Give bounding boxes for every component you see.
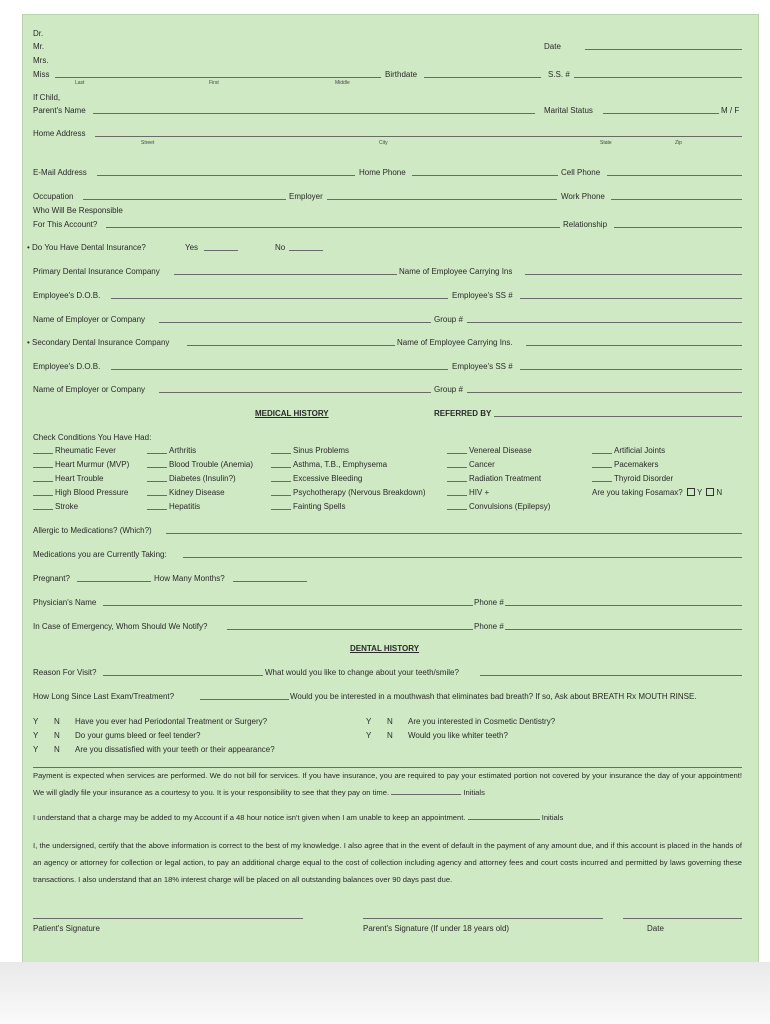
dob2-field[interactable]: [111, 369, 448, 370]
parents-name-field[interactable]: [93, 113, 535, 114]
insurance-yes-label: Yes: [185, 243, 199, 252]
condition-blank[interactable]: [271, 509, 291, 510]
parent-signature-label: Parent's Signature (If under 18 years old): [363, 924, 510, 933]
condition-label: Venereal Disease: [469, 446, 532, 455]
initials2-field[interactable]: [468, 819, 540, 820]
fosamax-question: [592, 488, 722, 497]
home-address-label: Home Address: [33, 129, 86, 138]
condition-blank[interactable]: [147, 467, 167, 468]
patient-signature-label: Patient's Signature: [33, 924, 100, 933]
mf-label: M / F: [721, 106, 740, 115]
condition-blank[interactable]: [147, 495, 167, 496]
secondary-employee-field[interactable]: [526, 345, 742, 346]
fosamax-label: Are you taking Fosamax?: [592, 488, 683, 497]
secondary-company-field[interactable]: [187, 345, 395, 346]
allergic-label: Allergic to Medications? (Which?): [33, 526, 152, 535]
physician-field[interactable]: [103, 605, 473, 606]
physician-label: Physician's Name: [33, 598, 97, 607]
emergency-label: In Case of Emergency, Whom Should We Notify?: [33, 622, 208, 631]
emergency-phone-field[interactable]: [505, 629, 742, 630]
yes-option[interactable]: Y: [33, 717, 39, 726]
condition-label: Rheumatic Fever: [55, 446, 116, 455]
condition-blank[interactable]: [271, 495, 291, 496]
primary-employee-field[interactable]: [525, 274, 742, 275]
condition-label: Hepatitis: [169, 502, 201, 511]
fosamax-no-label: N: [716, 488, 723, 497]
group1-label: Group #: [434, 315, 463, 324]
condition-blank[interactable]: [147, 453, 167, 454]
notice-text: I understand that a charge may be added to my Account if a 48 hour notice isn't given when I am unable to keep an appointment.: [33, 813, 466, 822]
middle-sublabel: Middle: [335, 80, 350, 86]
months-label: How Many Months?: [154, 574, 225, 583]
condition-blank[interactable]: [447, 509, 467, 510]
condition-label: Arthritis: [169, 446, 197, 455]
allergic-field[interactable]: [166, 533, 742, 534]
condition-label: Sinus Problems: [293, 446, 350, 455]
insurance-no-field[interactable]: [289, 250, 323, 251]
title-miss: Miss: [33, 70, 50, 79]
responsible-label-2: For This Account?: [33, 220, 98, 229]
condition-blank[interactable]: [147, 481, 167, 482]
ss1-label: Employee's SS #: [452, 291, 513, 300]
primary-company-label: Primary Dental Insurance Company: [33, 267, 160, 276]
last-sublabel: Last: [75, 80, 85, 86]
secondary-company-label: • Secondary Dental Insurance Company: [27, 338, 170, 347]
condition-label: Diabetes (Insulin?): [169, 474, 236, 483]
certify-statement: I, the undersigned, certify that the above information is correct to the best of my knowledge. I also agree that in the event of default in the payment of any amount due, and if this account is placed in the hands of an agency or attorney for collection or legal action, to pay an additional charge equal to the cost of collection including agency and attorney fees and court costs incurred and permitted by laws governing these transactions. I also understand that an 18% interest charge will be placed on all outstanding balances over 90 days past due.: [33, 841, 742, 884]
dental-question-label: Have you ever had Periodontal Treatment or Surgery?: [75, 717, 268, 726]
dob1-label: Employee's D.O.B.: [33, 291, 101, 300]
ss-label: S.S. #: [548, 70, 570, 79]
dob1-field[interactable]: [111, 298, 448, 299]
home-phone-label: Home Phone: [359, 168, 406, 177]
dental-question-label: Are you interested in Cosmetic Dentistry?: [408, 717, 556, 726]
ss2-field[interactable]: [520, 369, 742, 370]
emergency-field[interactable]: [227, 629, 473, 630]
condition-label: Pacemakers: [614, 460, 659, 469]
birthdate-label: Birthdate: [385, 70, 418, 79]
date-label: Date: [544, 42, 561, 51]
no-option[interactable]: N: [387, 731, 393, 740]
mouthwash-label: Would you be interested in a mouthwash that eliminates bad breath? If so, Ask about BREATH Rx MOUTH RINSE.: [290, 692, 697, 701]
condition-blank[interactable]: [33, 509, 53, 510]
zip-sublabel: Zip: [675, 140, 682, 146]
no-option[interactable]: N: [54, 745, 60, 754]
marital-status-field[interactable]: [603, 113, 719, 114]
group2-label: Group #: [434, 385, 463, 394]
condition-label: Convulsions (Epilepsy): [469, 502, 551, 511]
condition-label: Cancer: [469, 460, 495, 469]
primary-company-field[interactable]: [174, 274, 397, 275]
condition-blank[interactable]: [447, 453, 467, 454]
signature-date-label: Date: [647, 924, 664, 933]
if-child-label: If Child,: [33, 93, 61, 102]
condition-blank[interactable]: [33, 495, 53, 496]
date-field[interactable]: [585, 49, 742, 50]
work-phone-field[interactable]: [611, 199, 742, 200]
first-sublabel: First: [209, 80, 219, 86]
relationship-label: Relationship: [563, 220, 608, 229]
condition-blank[interactable]: [271, 467, 291, 468]
city-sublabel: City: [379, 140, 388, 146]
primary-employee-label: Name of Employee Carrying Ins: [399, 267, 513, 276]
condition-label: Kidney Disease: [169, 488, 225, 497]
street-sublabel: Street: [141, 140, 155, 146]
occupation-field[interactable]: [83, 199, 286, 200]
condition-blank[interactable]: [33, 453, 53, 454]
condition-blank[interactable]: [592, 467, 612, 468]
referred-by-label: REFERRED BY: [434, 409, 492, 418]
condition-blank[interactable]: [592, 481, 612, 482]
condition-blank[interactable]: [271, 453, 291, 454]
fosamax-no-checkbox[interactable]: [706, 488, 714, 496]
emergency-phone-label: Phone #: [474, 622, 504, 631]
referred-by-field[interactable]: [494, 416, 742, 417]
yes-option[interactable]: Y: [366, 717, 372, 726]
home-phone-field[interactable]: [412, 175, 558, 176]
condition-blank[interactable]: [33, 467, 53, 468]
medications-field[interactable]: [183, 557, 742, 558]
condition-label: HIV +: [469, 488, 490, 497]
condition-blank[interactable]: [147, 509, 167, 510]
condition-label: Asthma, T.B., Emphysema: [293, 460, 388, 469]
condition-blank[interactable]: [592, 453, 612, 454]
relationship-field[interactable]: [614, 227, 742, 228]
last-exam-field[interactable]: [200, 699, 289, 700]
no-option[interactable]: N: [387, 717, 393, 726]
responsible-label-1: Who Will Be Responsible: [33, 206, 123, 215]
dental-question-label: Would you like whiter teeth?: [408, 731, 508, 740]
payment-text: Payment is expected when services are performed. We do not bill for services. If you have insurance, you are required to pay your estimated portion not covered by your insurance the day of your appointment! We will gladly file your insurance as a courtesy to you. It is your responsibility to see that they pay on time.: [33, 771, 742, 797]
employer2-field[interactable]: [159, 392, 431, 393]
parent-signature-field[interactable]: [363, 918, 603, 919]
name-field[interactable]: [55, 77, 381, 78]
physician-phone-label: Phone #: [474, 598, 504, 607]
physician-phone-field[interactable]: [505, 605, 742, 606]
yes-option[interactable]: Y: [366, 731, 372, 740]
employer-label: Employer: [289, 192, 323, 201]
condition-blank[interactable]: [33, 481, 53, 482]
condition-label: Psychotherapy (Nervous Breakdown): [293, 488, 426, 497]
ss-field[interactable]: [574, 77, 742, 78]
home-address-field[interactable]: [95, 136, 742, 137]
condition-label: High Blood Pressure: [55, 488, 129, 497]
change-label: What would you like to change about your teeth/smile?: [265, 668, 459, 677]
occupation-label: Occupation: [33, 192, 74, 201]
dental-question-label: Do your gums bleed or feel tender?: [75, 731, 201, 740]
group1-field[interactable]: [467, 322, 742, 323]
no-option[interactable]: N: [54, 717, 60, 726]
medical-history-heading: MEDICAL HISTORY: [255, 409, 329, 418]
initials1-label: Initials: [463, 788, 485, 797]
title-mr: Mr.: [33, 42, 45, 51]
email-field[interactable]: [97, 175, 355, 176]
background-below-form: [0, 962, 770, 1024]
cell-phone-label: Cell Phone: [561, 168, 601, 177]
reason-label: Reason For Visit?: [33, 668, 97, 677]
dental-question-label: Are you dissatisfied with your teeth or their appearance?: [75, 745, 275, 754]
change-field[interactable]: [480, 675, 742, 676]
responsible-field[interactable]: [106, 227, 560, 228]
state-sublabel: State: [600, 140, 612, 146]
birthdate-field[interactable]: [424, 77, 541, 78]
medications-label: Medications you are Currently Taking:: [33, 550, 167, 559]
secondary-employee-label: Name of Employee Carrying Ins.: [397, 338, 513, 347]
title-mrs: Mrs.: [33, 56, 49, 65]
email-label: E-Mail Address: [33, 168, 87, 177]
reason-field[interactable]: [103, 675, 263, 676]
condition-label: Blood Trouble (Anemia): [169, 460, 254, 469]
pregnant-field[interactable]: [77, 581, 151, 582]
cell-phone-field[interactable]: [607, 175, 742, 176]
check-conditions-label: Check Conditions You Have Had:: [33, 433, 152, 442]
patient-signature-field[interactable]: [33, 918, 303, 919]
no-option[interactable]: N: [54, 731, 60, 740]
signature-date-field[interactable]: [623, 918, 742, 919]
employer1-label: Name of Employer or Company: [33, 315, 146, 324]
months-field[interactable]: [233, 581, 307, 582]
condition-blank[interactable]: [447, 481, 467, 482]
patient-registration-form: [22, 14, 759, 964]
condition-label: Heart Murmur (MVP): [55, 460, 130, 469]
condition-label: Thyroid Disorder: [614, 474, 674, 483]
initials1-field[interactable]: [391, 794, 461, 795]
fosamax-yes-label: Y: [696, 488, 703, 497]
fosamax-yes-checkbox[interactable]: [687, 488, 695, 496]
insurance-no-label: No: [275, 243, 286, 252]
initials2-label: Initials: [541, 813, 564, 822]
parents-name-label: Parent's Name: [33, 106, 86, 115]
condition-label: Excessive Bleeding: [293, 474, 363, 483]
condition-label: Stroke: [55, 502, 79, 511]
yes-option[interactable]: Y: [33, 745, 39, 754]
condition-blank[interactable]: [447, 495, 467, 496]
insurance-yes-field[interactable]: [204, 250, 238, 251]
ss2-label: Employee's SS #: [452, 362, 513, 371]
condition-label: Heart Trouble: [55, 474, 104, 483]
group2-field[interactable]: [467, 392, 742, 393]
condition-label: Fainting Spells: [293, 502, 346, 511]
dental-history-heading: DENTAL HISTORY: [350, 644, 420, 653]
have-insurance-label: • Do You Have Dental Insurance?: [27, 243, 146, 252]
yes-option[interactable]: Y: [33, 731, 39, 740]
pregnant-label: Pregnant?: [33, 574, 70, 583]
notice-policy: [33, 813, 563, 822]
marital-status-label: Marital Status: [544, 106, 593, 115]
last-exam-label: How Long Since Last Exam/Treatment?: [33, 692, 175, 701]
title-dr: Dr.: [33, 29, 44, 38]
ss1-field[interactable]: [520, 298, 742, 299]
payment-policy: [33, 767, 742, 801]
employer-field[interactable]: [327, 199, 557, 200]
work-phone-label: Work Phone: [561, 192, 605, 201]
employer2-label: Name of Employer or Company: [33, 385, 146, 394]
employer1-field[interactable]: [159, 322, 431, 323]
condition-label: Artificial Joints: [614, 446, 666, 455]
condition-blank[interactable]: [447, 467, 467, 468]
condition-label: Radiation Treatment: [469, 474, 542, 483]
condition-blank[interactable]: [271, 481, 291, 482]
dob2-label: Employee's D.O.B.: [33, 362, 101, 371]
